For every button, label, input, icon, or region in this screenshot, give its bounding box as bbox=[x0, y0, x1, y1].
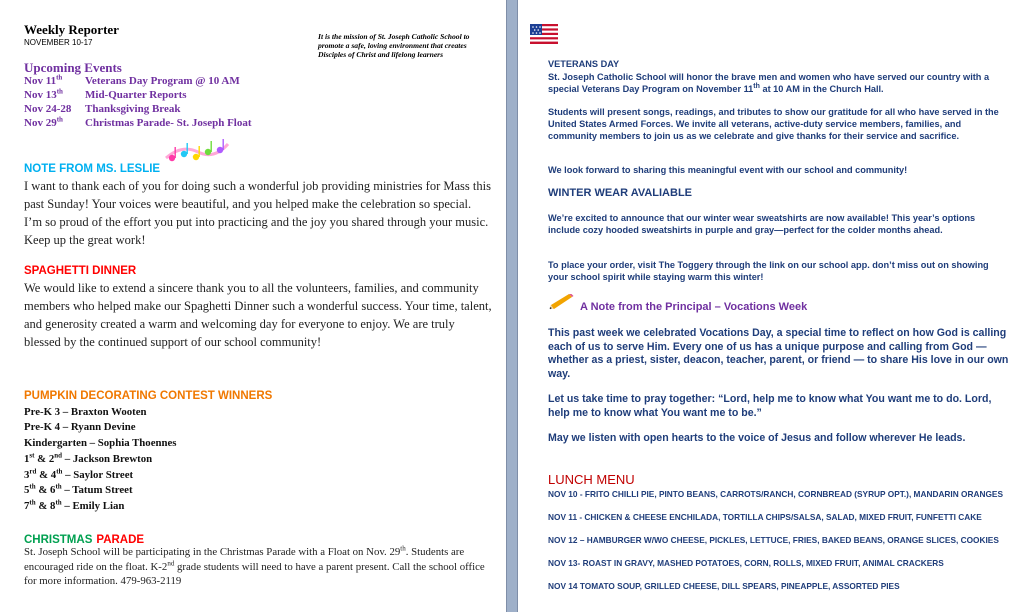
veterans-paragraph-1: St. Joseph Catholic School will honor the brave men and women who have served our country with a special Veterans Day Program on November 11th at 10 AM in the Church Hall. bbox=[548, 72, 990, 94]
lunch-menu-heading: LUNCH MENU bbox=[548, 472, 635, 487]
principal-paragraph-3: May we listen with open hearts to the voice of Jesus and follow wherever He leads. bbox=[548, 432, 966, 444]
event-row: Nov 24-28 Thanksgiving Break bbox=[24, 103, 181, 115]
winner-row: Pre-K 4 – Ryann Devine bbox=[24, 421, 136, 433]
winner-row: Pre-K 3 – Braxton Wooten bbox=[24, 406, 147, 418]
note-heading: NOTE FROM MS. LESLIE bbox=[24, 163, 161, 175]
spaghetti-body: We would like to extend a sincere thank you to all the volunteers, families, and community members who helped make our Spaghetti Dinner such a wonderful success. Your time, talent, and generosity created a warm and welcoming day for everyone to enjoy. We are truly blessed by the continued support of our school community! bbox=[24, 281, 492, 349]
principal-paragraph-2: Let us take time to pray together: “Lord, help me to know what You want me to do. Lord, help me to know what You want me to be.” bbox=[548, 393, 992, 419]
event-row: Nov 11th Veterans Day Program @ 10 AM bbox=[24, 73, 240, 87]
newsletter-page-1 bbox=[0, 0, 507, 612]
winter-paragraph-1: We’re excited to announce that our winter wear sweatshirts are now available! This year’s options include cozy hooded sweatshirts in purple and gray—perfect for the colder months ahead. bbox=[548, 213, 976, 235]
principal-paragraph-1: This past week we celebrated Vocations Day, a special time to reflect on how God is calling each of us to serve Him. Every one of us has a unique purpose and calling from God — whether as a priest, sister, deacon, teacher, parent, or friend — to share His love in our own way. bbox=[548, 327, 1009, 380]
lunch-item: NOV 13- ROAST IN GRAVY, MASHED POTATOES, CORN, ROLLS, MIXED FRUIT, ANIMAL CRACKERS bbox=[548, 558, 944, 568]
lunch-item: NOV 14 TOMATO SOUP, GRILLED CHEESE, DILL SPEARS, PINEAPPLE, ASSORTED PIES bbox=[548, 581, 900, 591]
winner-row: 5th & 6th – Tatum Street bbox=[24, 482, 133, 496]
winter-wear-heading: WINTER WEAR AVALIABLE bbox=[548, 187, 693, 199]
veterans-heading: VETERANS DAY bbox=[548, 59, 620, 69]
veterans-paragraph-3: We look forward to sharing this meaningful event with our school and community! bbox=[548, 165, 908, 175]
event-row: Nov 29th Christmas Parade- St. Joseph Float bbox=[24, 115, 252, 129]
note-body: I want to thank each of you for doing such a wonderful job providing ministries for Mass this past Sunday! Your voices were beautiful, and you helped make the celebration so special. I’m so proud of the effort you put into practicing and the joy you shared through your music. Keep up the great work! bbox=[24, 179, 491, 247]
music-notes-icon bbox=[164, 138, 230, 164]
pencil-icon bbox=[548, 294, 574, 310]
winner-row: 1st & 2nd – Jackson Brewton bbox=[24, 451, 153, 465]
parade-body: St. Joseph School will be participating in the Christmas Parade with a Float on Nov. 29th. Students are encouraged ride on the float. K-2nd grade students will need to have a parent present. Call the school office for more information. 479-963-2119 bbox=[24, 544, 485, 587]
winter-paragraph-2: To place your order, visit The Toggery through the link on our school app. don’t miss out on showing your school spirit while staying warm this winter! bbox=[548, 260, 989, 282]
newsletter-title: Weekly Reporter bbox=[24, 22, 119, 37]
us-flag-icon bbox=[530, 24, 558, 44]
newsletter-page-2 bbox=[517, 0, 1024, 612]
mission-statement: It is the mission of St. Joseph Catholic School to promote a safe, loving environment that creates Disciples of Christ and lifelong learners bbox=[318, 32, 470, 59]
pumpkin-heading: PUMPKIN DECORATING CONTEST WINNERS bbox=[24, 390, 273, 402]
winner-row: 3rd & 4th – Saylor Street bbox=[24, 467, 134, 481]
spaghetti-heading: SPAGHETTI DINNER bbox=[24, 265, 137, 277]
veterans-paragraph-2: Students will present songs, readings, and tributes to show our gratitude for all who have served in the United States Armed Forces. We invite all veterans, active-duty service members, families, and community members to join us as we celebrate and give thanks for their service and sacrifice. bbox=[548, 107, 999, 141]
winner-row: Kindergarten – Sophia Thoennes bbox=[24, 437, 177, 449]
newsletter-date-range: NOVEMBER 10-17 bbox=[24, 38, 93, 47]
christmas-parade-heading: CHRISTMAS PARADE bbox=[24, 534, 145, 546]
lunch-item: NOV 11 - CHICKEN & CHEESE ENCHILADA, TORTILLA CHIPS/SALSA, SALAD, MIXED FRUIT, FUNFETTI CAKE bbox=[548, 512, 982, 522]
lunch-item: NOV 12 – HAMBURGER W/WO CHEESE, PICKLES, LETTUCE, FRIES, BAKED BEANS, ORANGE SLICES, COOKIES bbox=[548, 535, 999, 545]
event-row: Nov 13th Mid-Quarter Reports bbox=[24, 87, 187, 101]
lunch-item: NOV 10 - FRITO CHILLI PIE, PINTO BEANS, CARROTS/RANCH, CORNBREAD (SYRUP OPT.), MANDARIN ORANGES bbox=[548, 489, 1003, 499]
winner-row: 7th & 8th – Emily Lian bbox=[24, 498, 125, 512]
principal-heading: A Note from the Principal – Vocations Week bbox=[580, 301, 808, 313]
upcoming-events-title: Upcoming Events bbox=[24, 60, 122, 75]
